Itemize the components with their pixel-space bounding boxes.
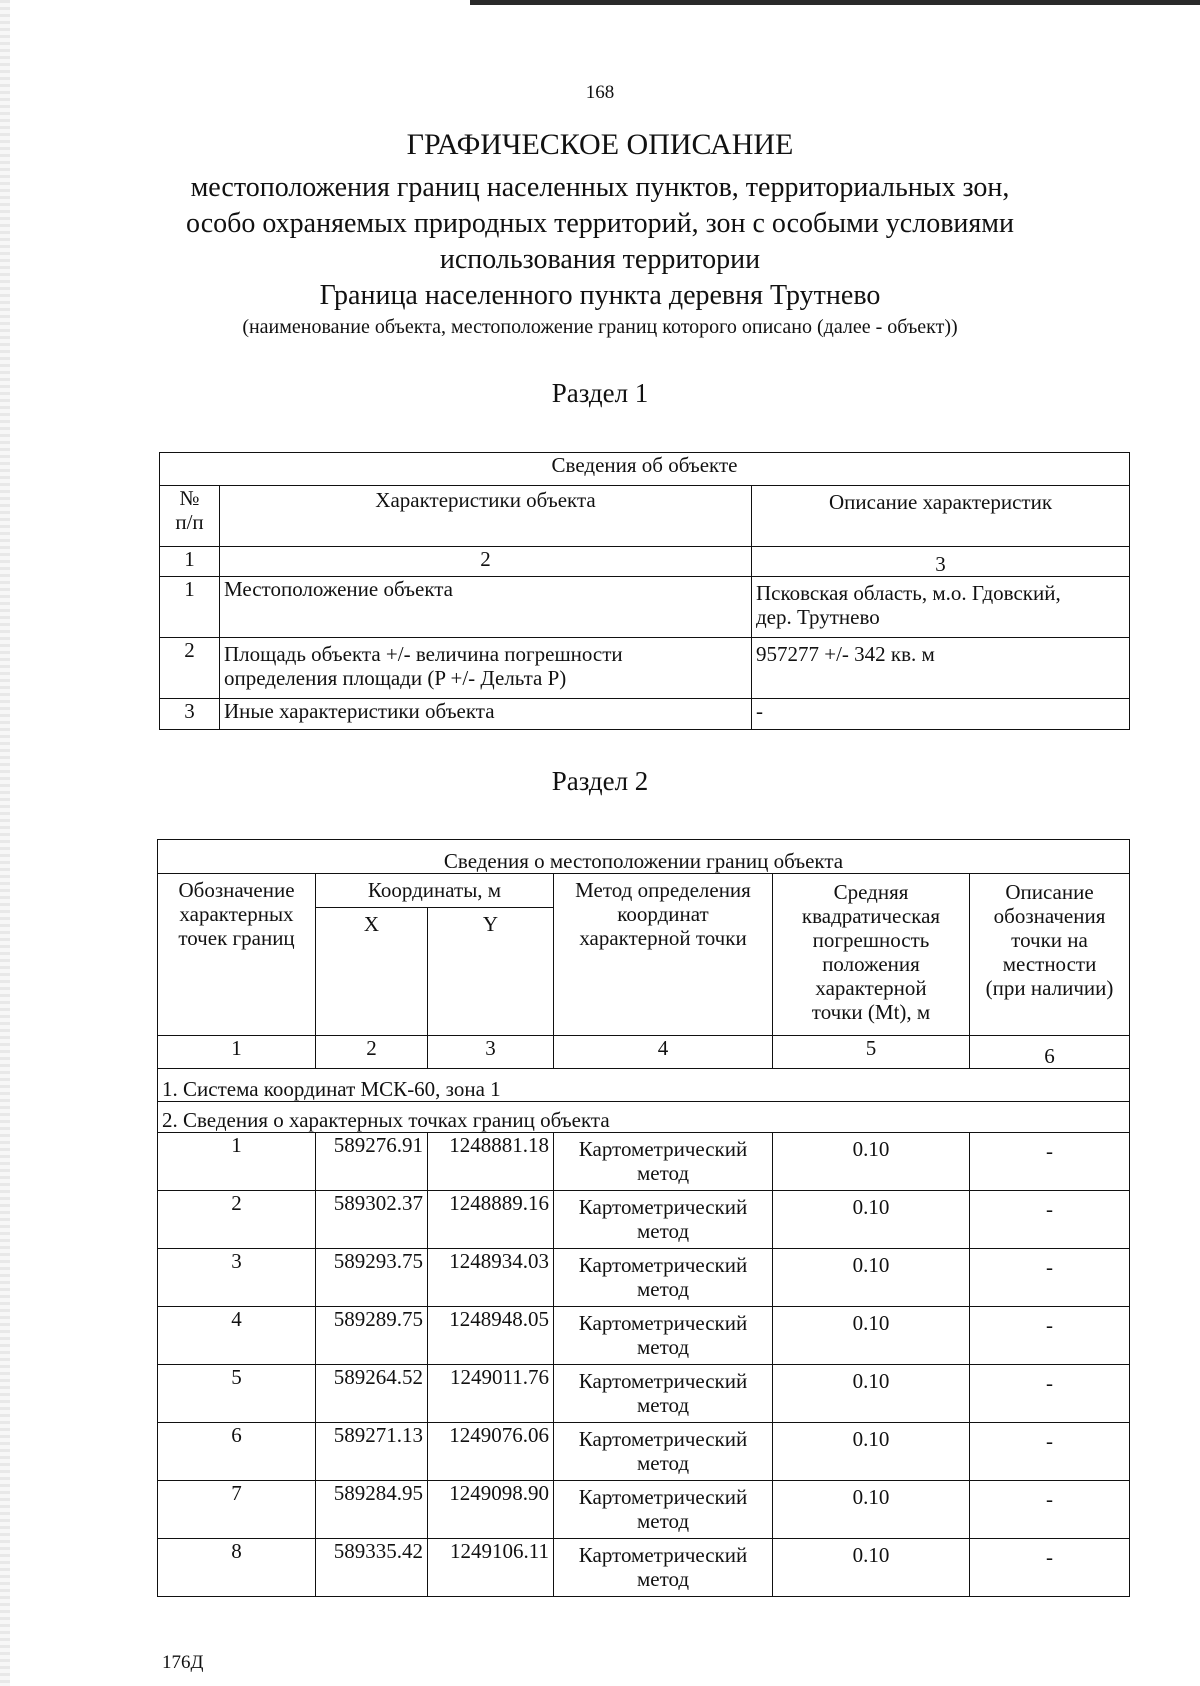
subtitle-line-1: местоположения границ населенных пунктов, территориальных зон,: [190, 172, 1010, 203]
table-caption: Сведения об объекте: [160, 453, 1130, 486]
table-row: [160, 638, 1130, 699]
point-x: 589302.37: [316, 1191, 428, 1249]
boundary-points-table: [157, 839, 1130, 1597]
row-value: 957277 +/- 342 кв. м: [752, 638, 1130, 699]
table-row: [160, 577, 1130, 638]
point-method: Картометрический метод: [554, 1191, 773, 1249]
point-error: 0.10: [773, 1539, 970, 1597]
table-row: [158, 1249, 1130, 1307]
point-description: -: [970, 1539, 1130, 1597]
point-x: 589289.75: [316, 1307, 428, 1365]
object-note: (наименование объекта, местоположение границ которого описано (далее - объект)): [242, 316, 958, 338]
header-error: Средняя квадратическая погрешность положения характерной точки (Mt), м: [773, 874, 970, 1036]
coordinate-system: 1. Система координат МСК-60, зона 1: [158, 1069, 1130, 1102]
row-characteristic: Площадь объекта +/- величина погрешности определения площади (P +/- Дельта P): [220, 638, 752, 699]
point-x: 589284.95: [316, 1481, 428, 1539]
scan-top-border: [470, 0, 1200, 5]
header-method: Метод определения координат характерной точки: [554, 874, 773, 1036]
point-method: Картометрический метод: [554, 1365, 773, 1423]
point-method: Картометрический метод: [554, 1133, 773, 1191]
point-x: 589271.13: [316, 1423, 428, 1481]
point-error: 0.10: [773, 1249, 970, 1307]
table-row: [158, 1423, 1130, 1481]
header-number: № п/п: [160, 486, 220, 547]
point-y: 1248934.03: [428, 1249, 554, 1307]
column-number: 2: [316, 1036, 428, 1069]
point-x: 589335.42: [316, 1539, 428, 1597]
point-number: 4: [158, 1307, 316, 1365]
header-x: X: [316, 908, 428, 1036]
row-characteristic: Местоположение объекта: [220, 577, 752, 638]
point-error: 0.10: [773, 1191, 970, 1249]
point-error: 0.10: [773, 1481, 970, 1539]
column-number: 1: [158, 1036, 316, 1069]
table-row: [158, 1133, 1130, 1191]
point-number: 8: [158, 1539, 316, 1597]
point-x: 589276.91: [316, 1133, 428, 1191]
point-method: Картометрический метод: [554, 1481, 773, 1539]
document-title: ГРАФИЧЕСКОЕ ОПИСАНИЕ: [406, 128, 794, 161]
point-number: 7: [158, 1481, 316, 1539]
point-description: -: [970, 1481, 1130, 1539]
section-1-title: Раздел 1: [551, 378, 649, 408]
page-number: 168: [585, 82, 615, 103]
point-error: 0.10: [773, 1307, 970, 1365]
column-number: 3: [428, 1036, 554, 1069]
point-error: 0.10: [773, 1423, 970, 1481]
scan-left-edge: [0, 0, 10, 1686]
table-caption: Сведения о местоположении границ объекта: [158, 840, 1130, 874]
point-error: 0.10: [773, 1133, 970, 1191]
point-description: -: [970, 1133, 1130, 1191]
footer-code: 176Д: [162, 1652, 204, 1673]
point-description: -: [970, 1191, 1130, 1249]
point-method: Картометрический метод: [554, 1423, 773, 1481]
subtitle-line-3: использования территории: [439, 244, 761, 275]
point-y: 1248889.16: [428, 1191, 554, 1249]
point-description: -: [970, 1365, 1130, 1423]
point-x: 589293.75: [316, 1249, 428, 1307]
point-y: 1249011.76: [428, 1365, 554, 1423]
column-number: 1: [160, 547, 220, 577]
point-y: 1248881.18: [428, 1133, 554, 1191]
table-row: [158, 1539, 1130, 1597]
column-number: 6: [970, 1036, 1130, 1069]
points-caption: 2. Сведения о характерных точках границ объекта: [158, 1102, 1130, 1133]
point-method: Картометрический метод: [554, 1249, 773, 1307]
point-description: -: [970, 1249, 1130, 1307]
point-number: 6: [158, 1423, 316, 1481]
point-error: 0.10: [773, 1365, 970, 1423]
point-y: 1249098.90: [428, 1481, 554, 1539]
row-number: 1: [160, 577, 220, 638]
point-y: 1249106.11: [428, 1539, 554, 1597]
table-row: [160, 699, 1130, 730]
point-number: 1: [158, 1133, 316, 1191]
table-row: [158, 1191, 1130, 1249]
row-number: 3: [160, 699, 220, 730]
point-number: 3: [158, 1249, 316, 1307]
header-characteristic: Характеристики объекта: [220, 486, 752, 547]
object-name: Граница населенного пункта деревня Трутнево: [319, 280, 881, 311]
point-description: -: [970, 1423, 1130, 1481]
column-number: 2: [220, 547, 752, 577]
point-y: 1248948.05: [428, 1307, 554, 1365]
column-number: 4: [554, 1036, 773, 1069]
row-value: -: [752, 699, 1130, 730]
header-description: Описание обозначения точки на местности (при наличии): [970, 874, 1130, 1036]
point-description: -: [970, 1307, 1130, 1365]
point-y: 1249076.06: [428, 1423, 554, 1481]
point-method: Картометрический метод: [554, 1539, 773, 1597]
object-info-table: [159, 452, 1130, 730]
point-method: Картометрический метод: [554, 1307, 773, 1365]
header-coordinates: Координаты, м: [316, 874, 554, 908]
subtitle-line-2: особо охраняемых природных территорий, зон с особыми условиями: [186, 208, 1014, 239]
header-point: Обозначение характерных точек границ: [158, 874, 316, 1036]
column-number: 5: [773, 1036, 970, 1069]
section-2-title: Раздел 2: [551, 766, 649, 796]
table-row: [158, 1481, 1130, 1539]
point-number: 5: [158, 1365, 316, 1423]
column-number: 3: [752, 547, 1130, 577]
point-x: 589264.52: [316, 1365, 428, 1423]
row-value: Псковская область, м.о. Гдовский, дер. Трутнево: [752, 577, 1130, 638]
point-number: 2: [158, 1191, 316, 1249]
table-row: [158, 1365, 1130, 1423]
row-number: 2: [160, 638, 220, 699]
header-y: Y: [428, 908, 554, 1036]
table-row: [158, 1307, 1130, 1365]
row-characteristic: Иные характеристики объекта: [220, 699, 752, 730]
header-description: Описание характеристик: [752, 486, 1130, 547]
